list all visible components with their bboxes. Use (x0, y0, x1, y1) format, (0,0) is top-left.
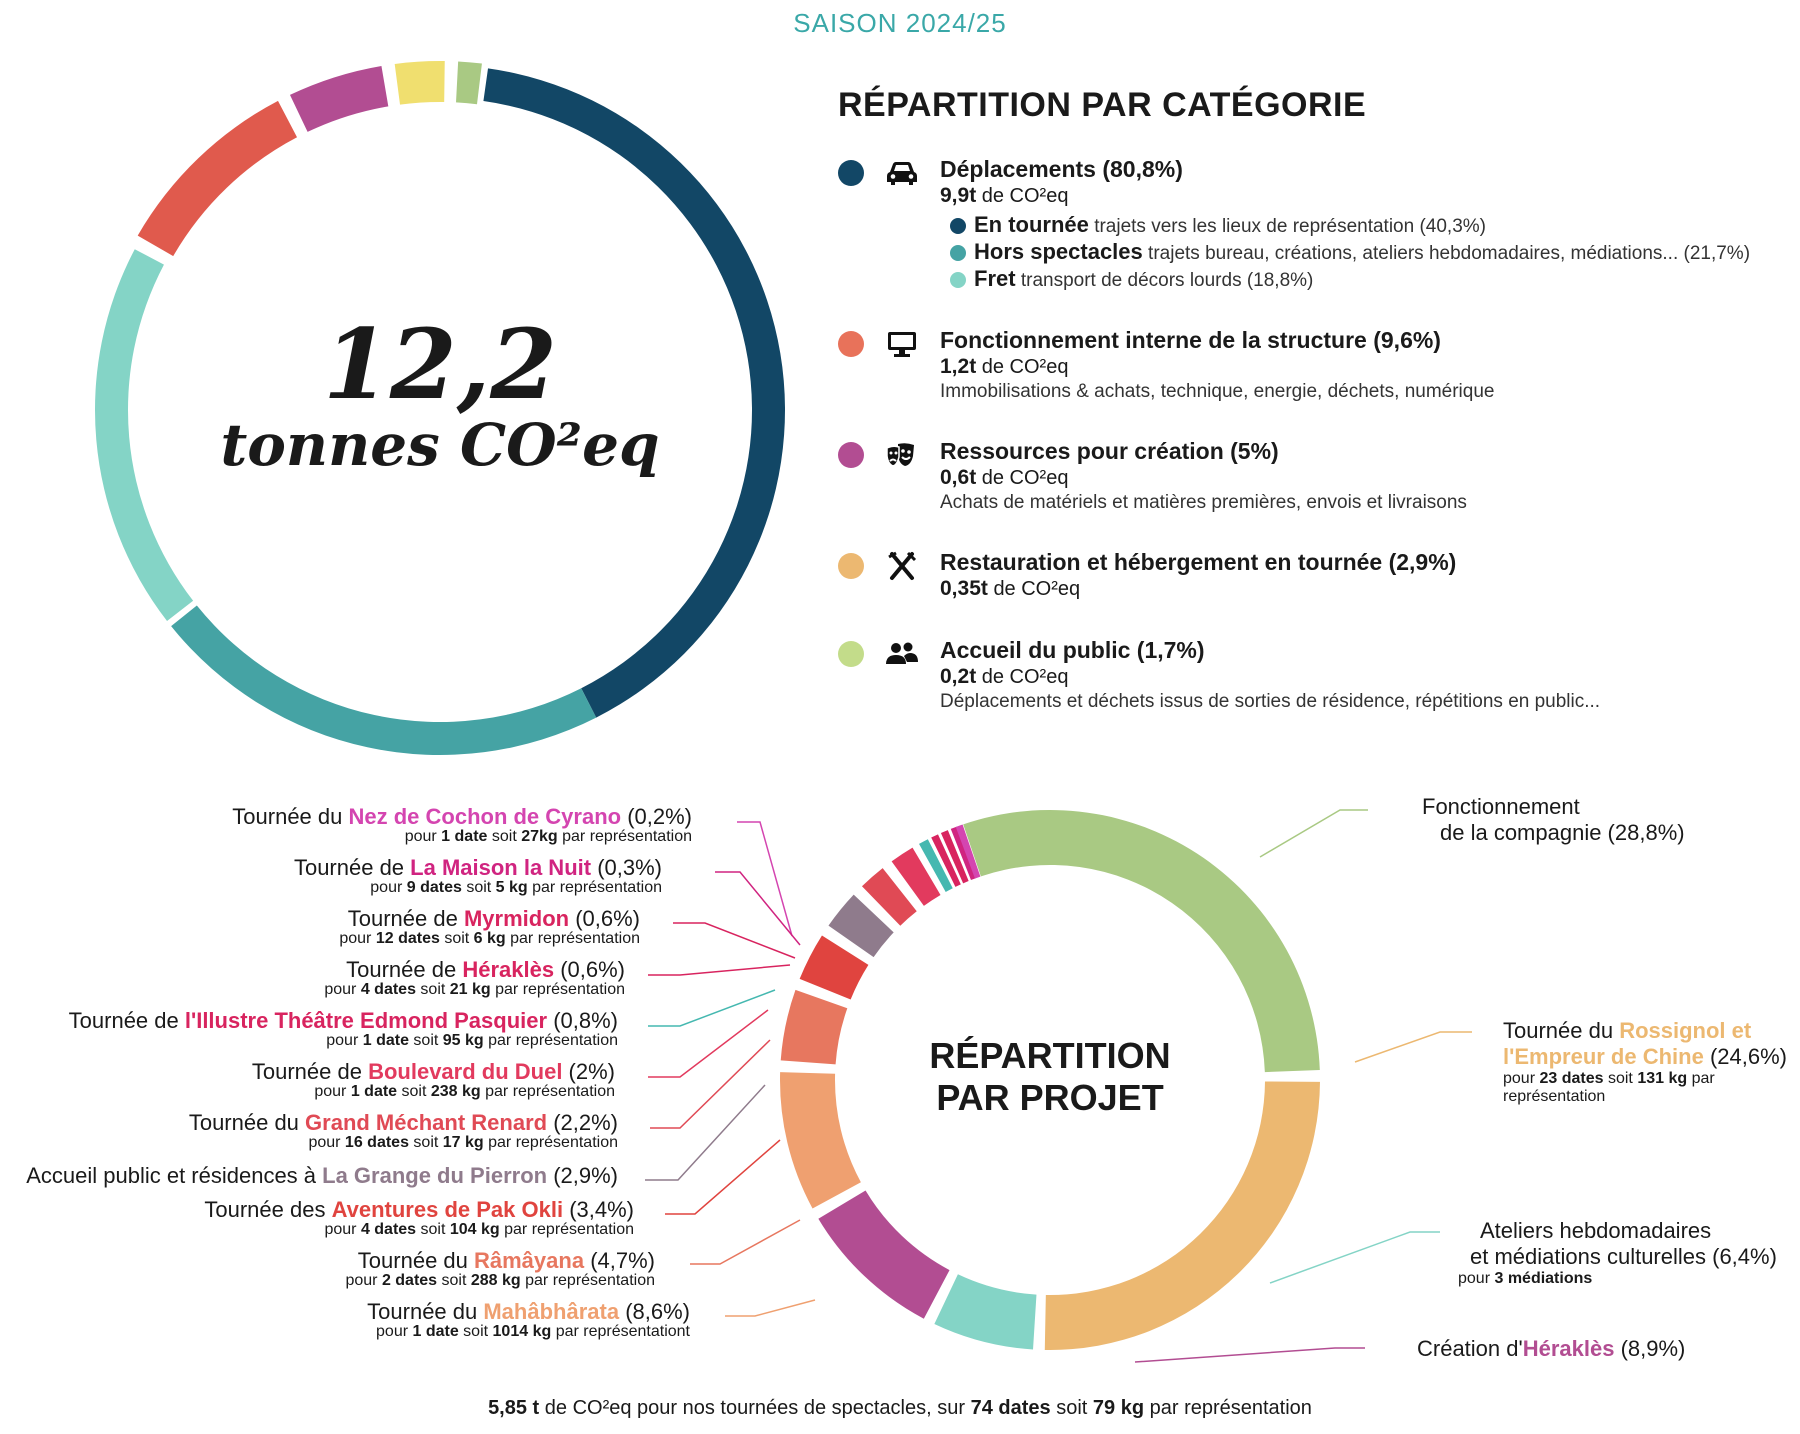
category-name: Déplacements (80,8%) (940, 156, 1183, 182)
category-name: Ressources pour création (5%) (940, 438, 1279, 464)
projects-title-line2: PAR PROJET (936, 1077, 1164, 1118)
subcategory-hors-spectacles: Hors spectacles trajets bureau, créations, ateliers hebdomadaires, médiations... (21,7%) (950, 239, 1750, 265)
category-amount: 9,9t de CO²eq (940, 184, 1069, 207)
label-rossignol: Tournée du Rossignol et l'Empreur de Chine (24,6%) pour 23 dates soit 131 kg par représentation (1503, 1018, 1787, 1105)
donut-slice-fret (95, 249, 193, 621)
category-amount: 0,2t de CO²eq (940, 665, 1069, 688)
theater-masks-icon (884, 440, 920, 470)
category-accueil (838, 637, 1788, 722)
people-icon (884, 639, 920, 669)
car-icon (884, 158, 920, 188)
category-amount: 1,2t de CO²eq (940, 355, 1069, 378)
category-ressources (838, 438, 1788, 523)
label-creation-herakles: Création d'Héraklès (8,9%) (1417, 1336, 1686, 1361)
project-label: Tournée de Myrmidon (0,6%) pour 12 dates soit 6 kg par représentation (339, 906, 640, 947)
donut-slice-cr-ation-d-h-rakl-s (818, 1190, 949, 1318)
project-label: Tournée du Nez de Cochon de Cyrano (0,2%) pour 1 date soit 27kg par représentation (232, 804, 692, 845)
project-label: Tournée du Râmâyana (4,7%) pour 2 dates soit 288 kg par représentation (345, 1248, 655, 1289)
donut-slice-accueil-du-public (456, 61, 482, 104)
label-fonctionnement-compagnie: Fonctionnement de la compagnie (28,8%) (1422, 794, 1685, 845)
donut-slice-mah-bh-rata (780, 1072, 861, 1208)
donut-slice-rossignol-et-l-empreur-de-chine (1045, 1081, 1320, 1350)
projects-title (880, 1035, 1220, 1119)
projects-title-line1: RÉPARTITION (929, 1035, 1171, 1076)
project-label: Tournée du Mahâbhârata (8,6%) pour 1 date soit 1014 kg par représentationt (367, 1299, 690, 1340)
project-label: Tournée du Grand Méchant Renard (2,2%) pour 16 dates soit 17 kg par représentation (188, 1110, 618, 1151)
donut-slice-hors-spectacles (171, 606, 596, 755)
project-label: Tournée de Boulevard du Duel (2%) pour 1 date soit 238 kg par représentation (251, 1059, 615, 1100)
season-title: SAISON 2024/25 (793, 8, 1007, 38)
monitor-icon (884, 329, 920, 359)
category-restauration (838, 549, 1788, 609)
category-description: Achats de matériels et matières premières, envois et livraisons (940, 492, 1467, 513)
category-description: Immobilisations & achats, technique, energie, déchets, numérique (940, 381, 1495, 402)
subcategory-fret: Fret transport de décors lourds (18,8%) (950, 266, 1313, 292)
total-unit: tonnes CO²eq (220, 411, 660, 479)
category-deplacements (838, 156, 1788, 291)
donut-slice-ressources-pour-cr-ation (290, 66, 388, 132)
project-label: Accueil public et résidences à La Grange du Pierron (2,9%) (26, 1163, 618, 1188)
project-label: Tournée de Héraklès (0,6%) pour 4 dates soit 21 kg par représentation (324, 957, 625, 998)
project-label: Tournée de La Maison la Nuit (0,3%) pour 9 dates soit 5 kg par représentation (293, 855, 662, 896)
project-label: Tournée des Aventures de Pak Okli (3,4%) pour 4 dates soit 104 kg par représentation (204, 1197, 634, 1238)
donut-slice-r-m-yana (781, 990, 848, 1064)
donut-slice-restauration-et-h-bergement-en-tourn-e (395, 61, 445, 105)
donut-slice-fonctionnement-de-la-compagnie (963, 810, 1320, 1072)
category-dot (838, 553, 864, 579)
category-name: Accueil du public (1,7%) (940, 637, 1205, 663)
category-dot (838, 641, 864, 667)
categories-title: RÉPARTITION PAR CATÉGORIE (838, 86, 1367, 124)
subcategory-en-tournee: En tournée trajets vers les lieux de représentation (40,3%) (950, 212, 1486, 238)
category-amount: 0,6t de CO²eq (940, 466, 1069, 489)
total-value: 12,2 (323, 308, 557, 421)
utensils-icon (884, 551, 920, 581)
donut-slice-fonctionnement-interne-de-la-structure (138, 101, 297, 256)
project-label: Tournée de l'Illustre Théâtre Edmond Pasquier (0,8%) pour 1 date soit 95 kg par représentation (68, 1008, 618, 1049)
total-emissions (190, 308, 690, 480)
category-dot (838, 442, 864, 468)
category-amount: 0,35t de CO²eq (940, 577, 1081, 600)
category-dot (838, 160, 864, 186)
category-name: Fonctionnement interne de la structure (9,6%) (940, 327, 1441, 353)
category-name: Restauration et hébergement en tournée (2,9%) (940, 549, 1457, 575)
category-description: Déplacements et déchets issus de sorties de résidence, répétitions en public... (940, 691, 1601, 712)
category-fonctionnement (838, 327, 1788, 412)
footer-summary: 5,85 t de CO²eq pour nos tournées de spectacles, sur 74 dates soit 79 kg par représentation (488, 1397, 1312, 1419)
donut-slice-ateliers-hebdomadaires-et-m-diations-culturelles (934, 1274, 1036, 1349)
label-ateliers: Ateliers hebdomadaires et médiations culturelles (6,4%) pour 3 médiations (1458, 1218, 1777, 1287)
category-dot (838, 331, 864, 357)
